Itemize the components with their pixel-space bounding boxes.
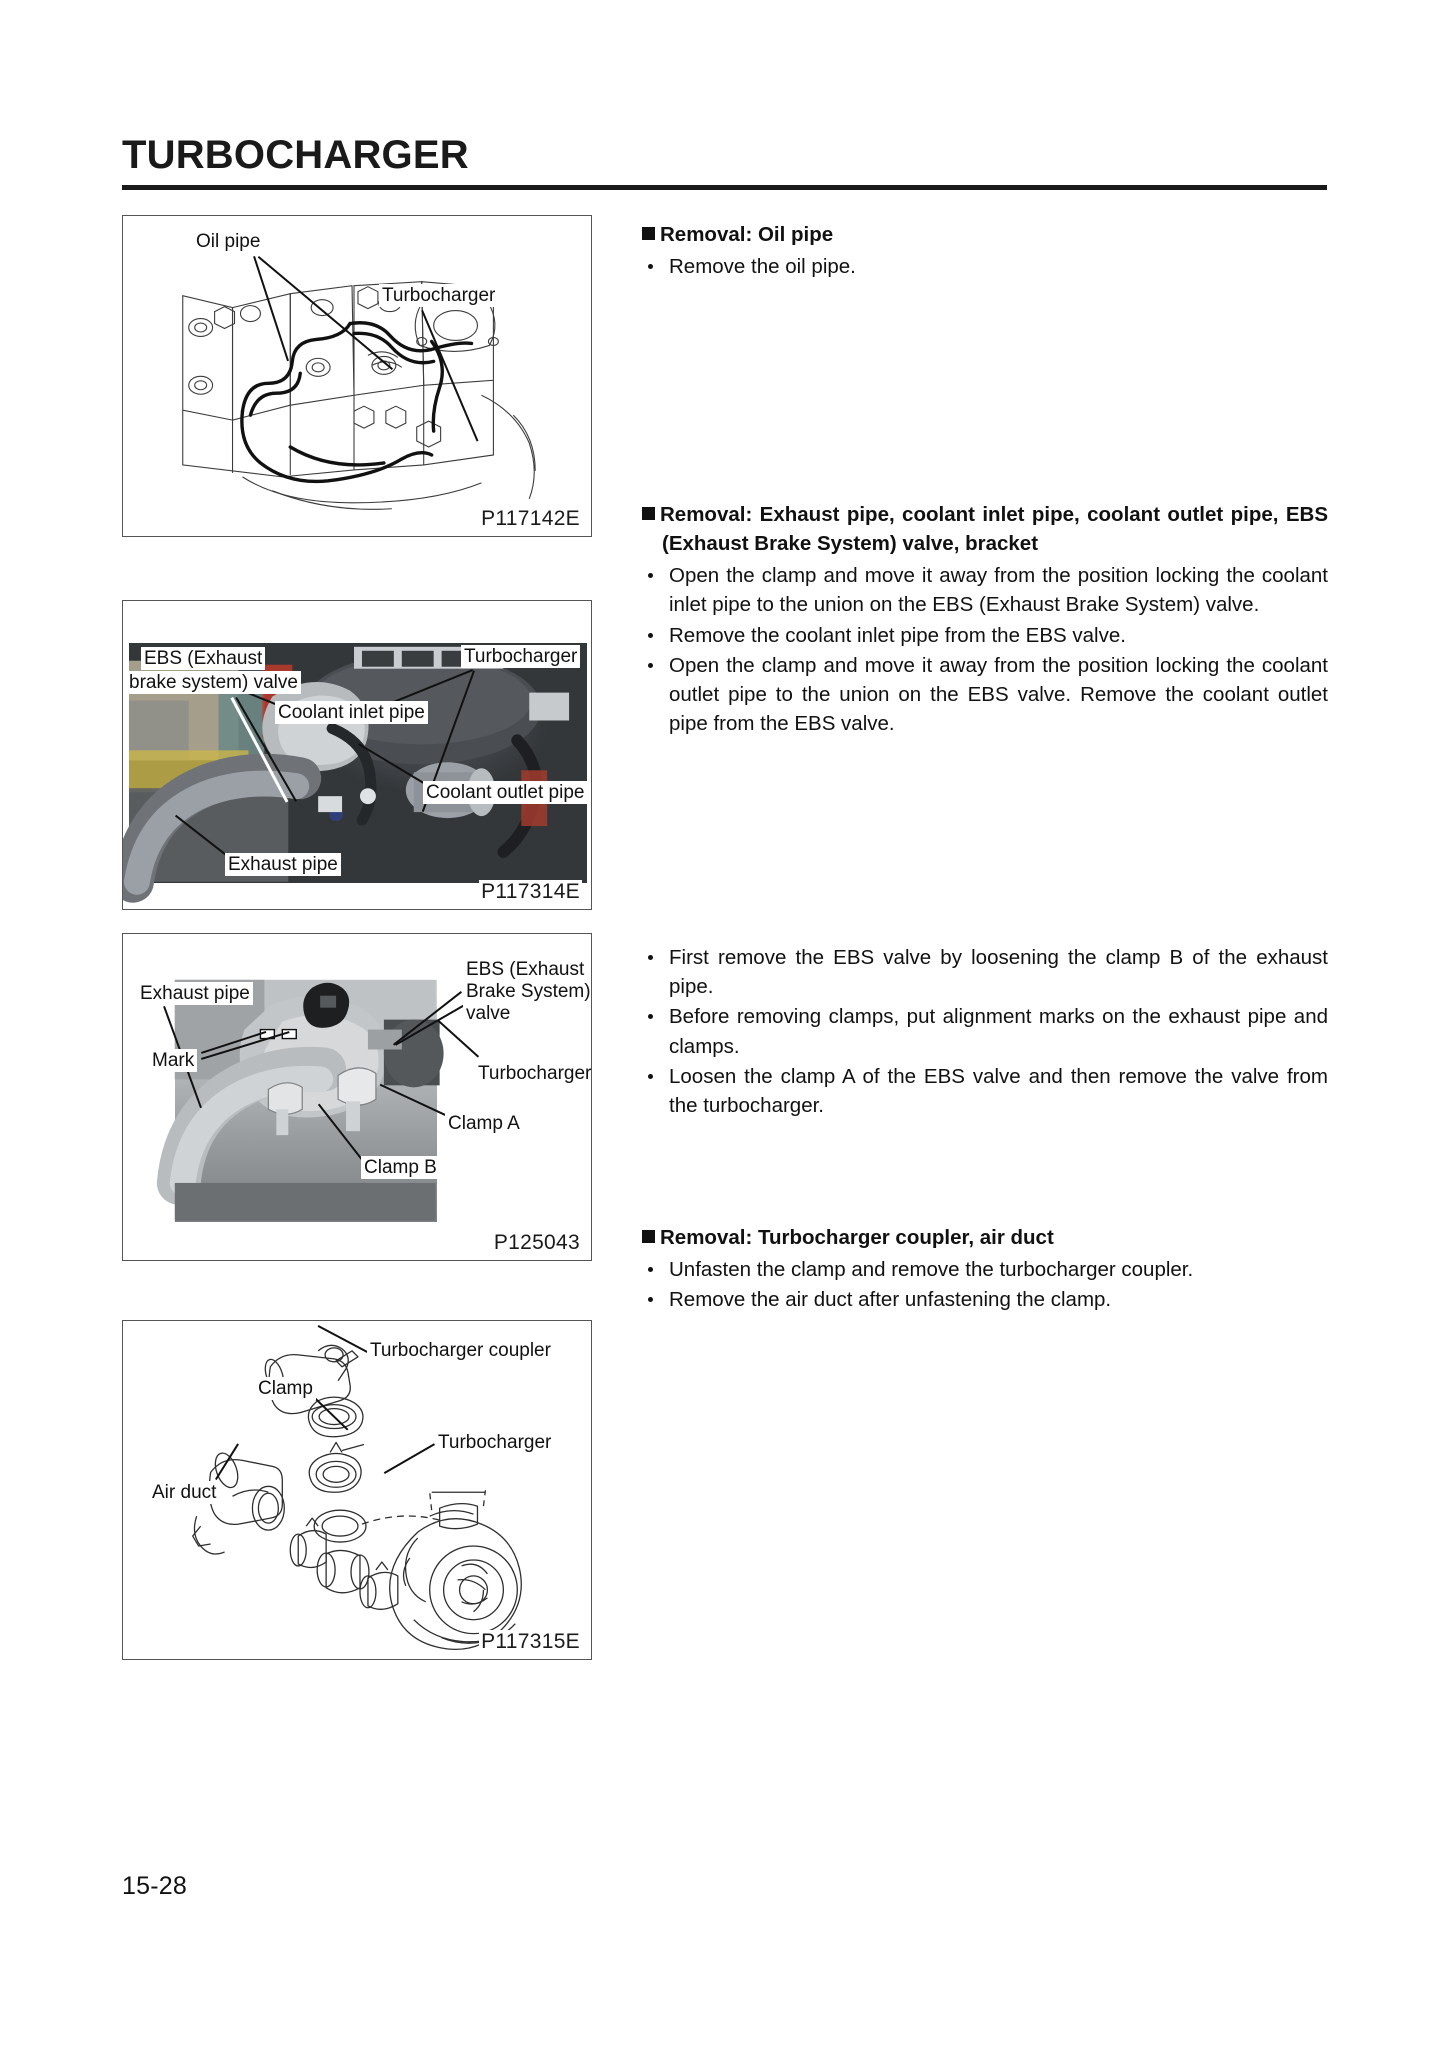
figure-label-mark: Mark (149, 1049, 197, 1072)
list-item-text: Loosen the clamp A of the EBS valve and then remove the valve from the turbocharger. (669, 1064, 1328, 1118)
list-item-text: Before removing clamps, put alignment marks on the exhaust pipe and clamps. (669, 1005, 1328, 1058)
figure-id: P117315E (481, 1630, 580, 1653)
header-rule (122, 185, 1327, 190)
figure-label-ebs-valve-line1: EBS (Exhaust (141, 647, 265, 670)
figure-label-exhaust-pipe: Exhaust pipe (137, 982, 253, 1005)
list-item-text: Open the clamp and move it away from the position locking the coolant outlet pipe to the union on the EBS valve. Remove the coolant outlet pipe from the EBS valve. (669, 653, 1328, 736)
figure-label-ebs-valve-line2: Brake System) (463, 980, 592, 1003)
list-item (642, 1255, 1328, 1284)
page-header (122, 135, 1322, 190)
page-number: 15-28 (122, 1872, 187, 1900)
list-item (642, 621, 1328, 650)
figure-label-turbocharger-coupler: Turbocharger coupler (367, 1339, 554, 1362)
section-removal-exhaust-coolant (642, 500, 1328, 738)
list-item (642, 651, 1328, 739)
figure-label-clamp: Clamp (255, 1377, 316, 1400)
list-item (642, 1062, 1328, 1120)
figure-oil-pipe-drawing (123, 216, 591, 537)
figure-label-turbocharger: Turbocharger (461, 645, 580, 668)
figure-label-turbocharger: Turbocharger (435, 1431, 554, 1454)
section-heading-text: Removal: Turbocharger coupler, air duct (660, 1226, 1054, 1249)
list-item-text: First remove the EBS valve by loosening the clamp B of the exhaust pipe. (669, 946, 1328, 999)
figure-label-turbocharger: Turbocharger (475, 1062, 592, 1085)
figure-label-exhaust-pipe: Exhaust pipe (225, 853, 341, 876)
list-item (642, 1002, 1328, 1060)
figure-label-air-duct: Air duct (149, 1481, 219, 1504)
figure-label-oil-pipe: Oil pipe (193, 230, 263, 253)
section-heading (642, 500, 1328, 558)
bullet-square-icon (642, 507, 655, 520)
list-item-text: Remove the coolant inlet pipe from the EBS valve. (669, 623, 1126, 647)
figure-label-clamp-b: Clamp B (361, 1156, 440, 1179)
list-item-text: Remove the oil pipe. (669, 255, 856, 279)
figure-oil-pipe (122, 215, 592, 537)
list-item (642, 943, 1328, 1001)
section-heading (642, 1223, 1328, 1252)
list-item (642, 252, 1328, 281)
page-title: TURBOCHARGER (122, 133, 469, 177)
figure-label-ebs-valve-line2: brake system) valve (126, 671, 301, 694)
list-item-text: Open the clamp and move it away from the position locking the coolant inlet pipe to the union on the EBS (Exhaust Brake System) valve. (669, 564, 1328, 617)
figure-label-coolant-inlet-pipe: Coolant inlet pipe (275, 701, 428, 724)
section-bullet-list (642, 943, 1328, 1120)
figure-id: P117314E (481, 880, 580, 903)
bullet-square-icon (642, 227, 655, 240)
section-ebs-valve-clamps (642, 942, 1328, 1120)
section-heading (642, 220, 1328, 249)
figure-label-turbocharger: Turbocharger (379, 284, 498, 307)
figure-id: P117142E (481, 507, 580, 530)
figure-exhaust-coolant-photo (122, 600, 592, 910)
section-heading-text: Removal: Exhaust pipe, coolant inlet pipe, coolant outlet pipe, EBS (Exhaust Brake System) valve, bracket (660, 503, 1328, 556)
figure-coupler-air-duct (122, 1320, 592, 1660)
section-bullet-list (642, 252, 1328, 281)
section-heading-text: Removal: Oil pipe (660, 223, 834, 246)
figure-label-coolant-outlet-pipe: Coolant outlet pipe (423, 781, 587, 804)
section-removal-coupler-air-duct (642, 1223, 1328, 1315)
figure-id: P125043 (493, 1231, 580, 1254)
list-item-text: Unfasten the clamp and remove the turbocharger coupler. (669, 1258, 1194, 1282)
figure-clamps-photo (122, 933, 592, 1261)
bullet-square-icon (642, 1230, 655, 1243)
section-removal-oil-pipe (642, 220, 1328, 281)
section-bullet-list (642, 561, 1328, 738)
list-item-text: Remove the air duct after unfastening the clamp. (669, 1288, 1112, 1312)
section-bullet-list (642, 1255, 1328, 1314)
figure-label-ebs-valve-line3: valve (463, 1002, 513, 1025)
list-item (642, 1285, 1328, 1314)
list-item (642, 561, 1328, 619)
figure-label-ebs-valve-line1: EBS (Exhaust (463, 958, 587, 981)
figure-label-clamp-a: Clamp A (445, 1112, 523, 1135)
